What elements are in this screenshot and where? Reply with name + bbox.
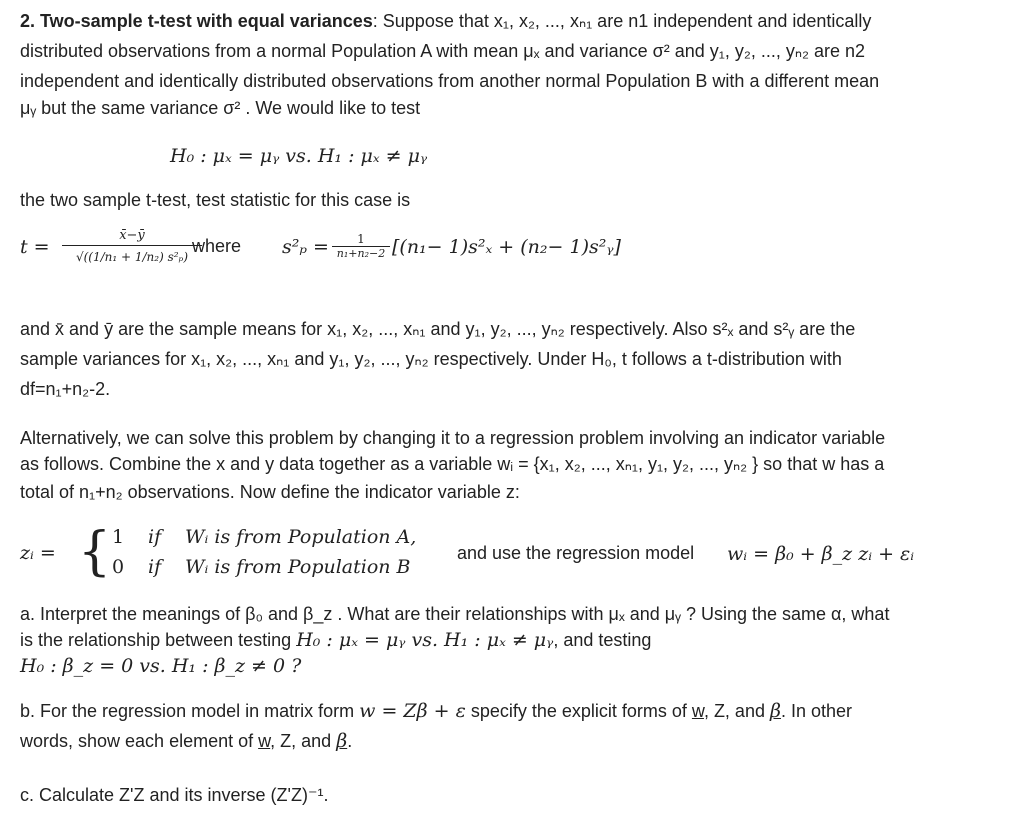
left-brace: {	[78, 522, 112, 582]
part-b-line-1	[20, 696, 995, 726]
t-statistic-formula	[20, 228, 720, 298]
case-1-text: Wᵢ is from Population A,	[185, 526, 417, 548]
sp-fraction	[332, 232, 390, 260]
part-b-text-6: , Z, and	[270, 731, 332, 751]
problem-title: 2. Two-sample t-test with equal variances	[20, 11, 373, 31]
means-line-1: and x̄ and ȳ are the sample means for x₁, x₂, ..., xₙ₁ and y₁, y₂, ..., yₙ₂ respectively. Also s²ₓ and s²ᵧ are the	[20, 319, 856, 339]
t-denominator: √((1/n₁ + 1/n₂) s²ₚ)	[75, 250, 189, 264]
means-line-2: sample variances for x₁, x₂, ..., xₙ₁ and y₁, y₂, ..., yₙ₂ respectively. Under H₀, t follows a t-distribution with	[20, 349, 842, 369]
means-line-3: df=n₁+n₂-2.	[20, 379, 111, 399]
t-numerator: x̄−ȳ	[62, 228, 202, 246]
case-2-text: Wᵢ is from Population B	[185, 556, 411, 578]
w-vector-ref-2: w	[258, 731, 271, 751]
part-a-line-1: a. Interpret the meanings of β₀ and β_z . What are their relationships with μₓ and μᵧ ? Using the same α, what	[20, 604, 890, 624]
part-b-line-2	[20, 726, 995, 756]
hypothesis-equation: H₀ : μₓ = μᵧ vs. H₁ : μₓ ≠ μᵧ	[170, 145, 428, 167]
intro-line-1	[20, 6, 995, 36]
part-a-text-3: , and testing	[553, 630, 652, 650]
w-vector-ref: w	[691, 701, 704, 721]
sp-rest: [(n₁− 1)s²ₓ + (n₂− 1)s²ᵧ]	[392, 236, 621, 258]
model-equation: wᵢ = β₀ + β_z zᵢ + εᵢ	[727, 543, 915, 565]
part-b-text-4: . In other	[780, 701, 853, 721]
part-b-text-1: b. For the regression model in matrix form	[20, 701, 355, 721]
case-2-if: if	[148, 556, 162, 578]
part-b-text-7: .	[347, 731, 353, 751]
sp-denominator: n₁+n₂−2	[336, 247, 386, 260]
statistic-intro: the two sample t-test, test statistic for this case is	[20, 190, 411, 210]
beta-vector-ref-2: β	[336, 730, 348, 752]
part-a-text-2: is the relationship between testing	[20, 630, 292, 650]
z-lhs: zᵢ =	[20, 542, 56, 564]
part-b-text-5: words, show each element of	[20, 731, 254, 751]
t-lhs: t =	[20, 236, 50, 258]
alt-line-2: as follows. Combine the x and y data together as a variable wᵢ = {x₁, x₂, ..., xₙ₁, y₁, y₂, ..., yₙ₂ } so that w has a	[20, 454, 885, 474]
part-b-text-3: , Z, and	[703, 701, 765, 721]
where-text: where	[192, 236, 242, 256]
sp-lhs: s²ₚ =	[282, 236, 329, 258]
case-2-value: 0	[112, 556, 125, 578]
sp-numerator: 1	[332, 232, 390, 247]
case-1-value: 1	[112, 526, 125, 548]
case-1-if: if	[148, 526, 162, 548]
matrix-model-equation: w = Zβ + ε	[359, 700, 466, 722]
intro-line-2: distributed observations from a normal Population A with mean μₓ and variance σ² and y₁, y₂, ..., yₙ₂ are n2	[20, 41, 866, 61]
alt-line-1: Alternatively, we can solve this problem by changing it to a regression problem involving an indicator variable	[20, 428, 886, 448]
intro-line-3: independent and identically distributed observations from another normal Population B with a different mean	[20, 71, 880, 91]
beta-vector-ref: β	[769, 700, 781, 722]
intro-line-4: μᵧ but the same variance σ² . We would like to test	[20, 98, 421, 118]
indicator-definition	[20, 524, 1010, 588]
model-text: and use the regression model	[457, 543, 695, 563]
part-b-text-2: specify the explicit forms of	[470, 701, 687, 721]
alt-line-3: total of n₁+n₂ observations. Now define the indicator variable z:	[20, 482, 520, 502]
intro-text-1: : Suppose that x₁, x₂, ..., xₙ₁ are n1 independent and identically	[372, 11, 872, 31]
t-fraction	[62, 228, 202, 264]
part-a-hypothesis-beta: H₀ : β_z = 0 vs. H₁ : β_z ≠ 0 ?	[20, 655, 302, 677]
part-c-line: c. Calculate Z'Z and its inverse (Z'Z)⁻¹.	[20, 785, 329, 805]
part-a-hypothesis-mu: H₀ : μₓ = μᵧ vs. H₁ : μₓ ≠ μᵧ	[296, 629, 554, 651]
